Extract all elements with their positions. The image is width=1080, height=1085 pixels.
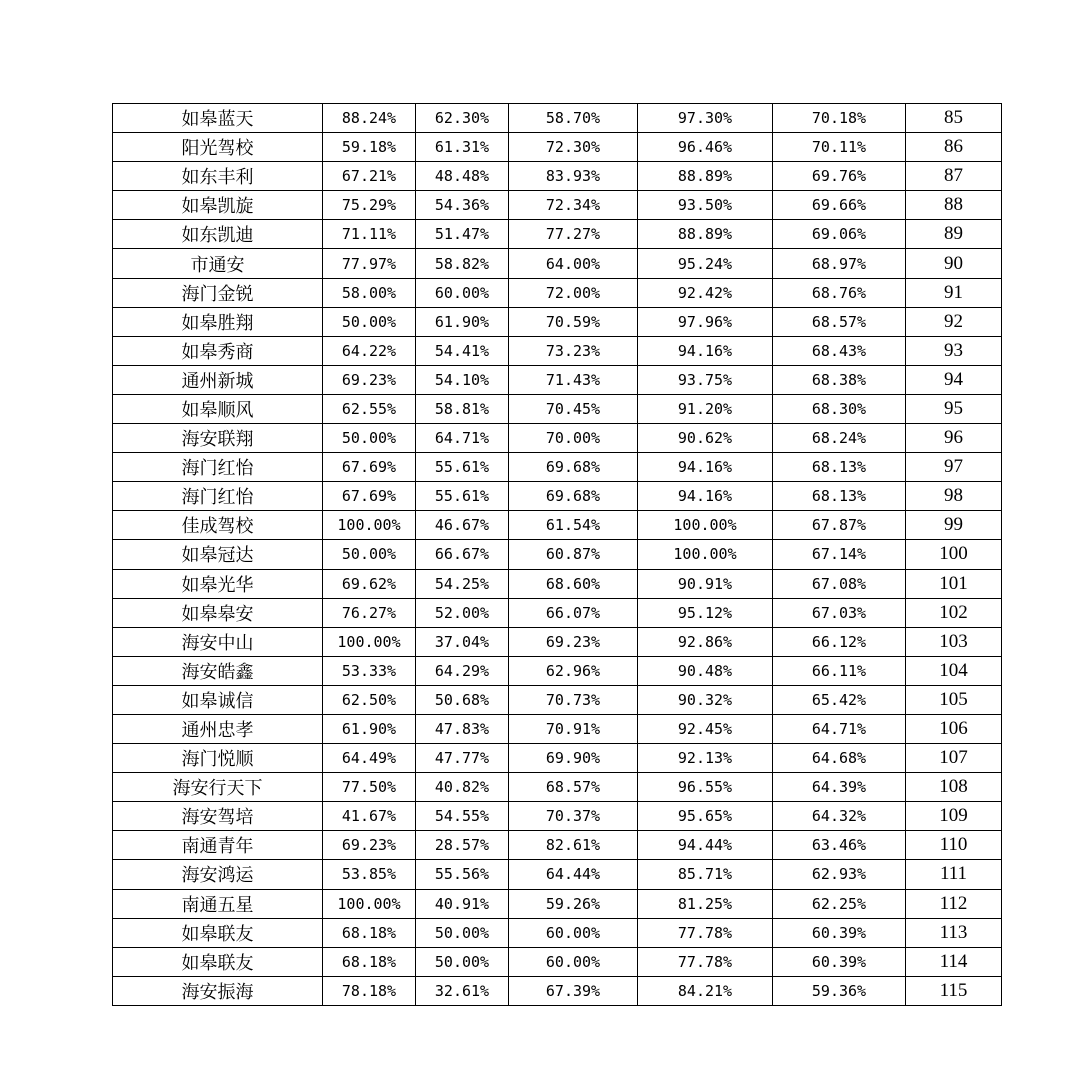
school-name-cell: 海安联翔 bbox=[113, 424, 323, 453]
rate-1-cell: 100.00% bbox=[323, 511, 416, 540]
rate-4-cell: 84.21% bbox=[638, 976, 773, 1005]
school-name-cell: 海安行天下 bbox=[113, 773, 323, 802]
rank-cell: 104 bbox=[906, 656, 1002, 685]
rate-1-cell: 78.18% bbox=[323, 976, 416, 1005]
rate-2-cell: 54.25% bbox=[416, 569, 509, 598]
rank-cell: 90 bbox=[906, 249, 1002, 278]
rate-3-cell: 70.59% bbox=[509, 307, 638, 336]
overall-rate-cell: 68.13% bbox=[773, 453, 906, 482]
table-row bbox=[113, 482, 1002, 511]
rank-cell: 98 bbox=[906, 482, 1002, 511]
rate-4-cell: 93.50% bbox=[638, 191, 773, 220]
table-row bbox=[113, 133, 1002, 162]
table-row bbox=[113, 162, 1002, 191]
rate-3-cell: 64.44% bbox=[509, 860, 638, 889]
rate-2-cell: 52.00% bbox=[416, 598, 509, 627]
overall-rate-cell: 65.42% bbox=[773, 685, 906, 714]
school-name-cell: 如东凯迪 bbox=[113, 220, 323, 249]
rate-2-cell: 58.81% bbox=[416, 394, 509, 423]
rate-3-cell: 61.54% bbox=[509, 511, 638, 540]
rate-3-cell: 60.00% bbox=[509, 918, 638, 947]
school-name-cell: 通州忠孝 bbox=[113, 714, 323, 743]
rate-3-cell: 69.23% bbox=[509, 627, 638, 656]
table-row bbox=[113, 889, 1002, 918]
rate-4-cell: 81.25% bbox=[638, 889, 773, 918]
overall-rate-cell: 68.76% bbox=[773, 278, 906, 307]
rank-cell: 87 bbox=[906, 162, 1002, 191]
rate-1-cell: 100.00% bbox=[323, 627, 416, 656]
rate-1-cell: 68.18% bbox=[323, 918, 416, 947]
table-row bbox=[113, 860, 1002, 889]
rate-3-cell: 70.00% bbox=[509, 424, 638, 453]
overall-rate-cell: 70.18% bbox=[773, 104, 906, 133]
rate-3-cell: 72.34% bbox=[509, 191, 638, 220]
school-name-cell: 如皋秀商 bbox=[113, 336, 323, 365]
rate-3-cell: 59.26% bbox=[509, 889, 638, 918]
rank-cell: 85 bbox=[906, 104, 1002, 133]
table-row bbox=[113, 569, 1002, 598]
rate-1-cell: 68.18% bbox=[323, 947, 416, 976]
rate-2-cell: 48.48% bbox=[416, 162, 509, 191]
rate-3-cell: 70.37% bbox=[509, 802, 638, 831]
table-row bbox=[113, 540, 1002, 569]
rate-4-cell: 85.71% bbox=[638, 860, 773, 889]
rate-4-cell: 77.78% bbox=[638, 918, 773, 947]
rank-cell: 89 bbox=[906, 220, 1002, 249]
rate-1-cell: 67.21% bbox=[323, 162, 416, 191]
rate-3-cell: 73.23% bbox=[509, 336, 638, 365]
rate-1-cell: 69.62% bbox=[323, 569, 416, 598]
rank-cell: 114 bbox=[906, 947, 1002, 976]
overall-rate-cell: 69.66% bbox=[773, 191, 906, 220]
table-row bbox=[113, 249, 1002, 278]
rate-2-cell: 40.91% bbox=[416, 889, 509, 918]
table-row bbox=[113, 744, 1002, 773]
rate-1-cell: 69.23% bbox=[323, 365, 416, 394]
rate-1-cell: 53.85% bbox=[323, 860, 416, 889]
rank-cell: 101 bbox=[906, 569, 1002, 598]
table-row bbox=[113, 773, 1002, 802]
rate-1-cell: 64.22% bbox=[323, 336, 416, 365]
table-row bbox=[113, 278, 1002, 307]
overall-rate-cell: 67.87% bbox=[773, 511, 906, 540]
school-name-cell: 如皋蓝天 bbox=[113, 104, 323, 133]
table-row bbox=[113, 394, 1002, 423]
overall-rate-cell: 64.32% bbox=[773, 802, 906, 831]
rate-4-cell: 90.91% bbox=[638, 569, 773, 598]
rate-3-cell: 72.00% bbox=[509, 278, 638, 307]
rate-1-cell: 75.29% bbox=[323, 191, 416, 220]
rate-1-cell: 71.11% bbox=[323, 220, 416, 249]
table-row bbox=[113, 802, 1002, 831]
table-row bbox=[113, 424, 1002, 453]
rate-3-cell: 68.57% bbox=[509, 773, 638, 802]
school-name-cell: 如皋光华 bbox=[113, 569, 323, 598]
rate-2-cell: 46.67% bbox=[416, 511, 509, 540]
rate-2-cell: 54.36% bbox=[416, 191, 509, 220]
rate-4-cell: 91.20% bbox=[638, 394, 773, 423]
school-name-cell: 阳光驾校 bbox=[113, 133, 323, 162]
rank-cell: 96 bbox=[906, 424, 1002, 453]
rate-3-cell: 70.91% bbox=[509, 714, 638, 743]
rate-2-cell: 55.61% bbox=[416, 453, 509, 482]
overall-rate-cell: 68.24% bbox=[773, 424, 906, 453]
rank-cell: 100 bbox=[906, 540, 1002, 569]
rate-1-cell: 67.69% bbox=[323, 482, 416, 511]
rate-4-cell: 94.16% bbox=[638, 482, 773, 511]
rank-cell: 93 bbox=[906, 336, 1002, 365]
school-name-cell: 海门红怡 bbox=[113, 482, 323, 511]
rate-3-cell: 58.70% bbox=[509, 104, 638, 133]
overall-rate-cell: 70.11% bbox=[773, 133, 906, 162]
table-row bbox=[113, 918, 1002, 947]
table-row bbox=[113, 685, 1002, 714]
overall-rate-cell: 67.08% bbox=[773, 569, 906, 598]
school-name-cell: 佳成驾校 bbox=[113, 511, 323, 540]
rate-2-cell: 66.67% bbox=[416, 540, 509, 569]
table-row bbox=[113, 365, 1002, 394]
table-row bbox=[113, 511, 1002, 540]
table-row bbox=[113, 656, 1002, 685]
overall-rate-cell: 63.46% bbox=[773, 831, 906, 860]
overall-rate-cell: 66.11% bbox=[773, 656, 906, 685]
rank-cell: 97 bbox=[906, 453, 1002, 482]
rate-1-cell: 53.33% bbox=[323, 656, 416, 685]
rate-1-cell: 76.27% bbox=[323, 598, 416, 627]
rank-cell: 94 bbox=[906, 365, 1002, 394]
rank-cell: 113 bbox=[906, 918, 1002, 947]
rate-1-cell: 59.18% bbox=[323, 133, 416, 162]
rank-cell: 112 bbox=[906, 889, 1002, 918]
rate-4-cell: 95.24% bbox=[638, 249, 773, 278]
overall-rate-cell: 64.71% bbox=[773, 714, 906, 743]
rate-4-cell: 90.48% bbox=[638, 656, 773, 685]
rate-1-cell: 67.69% bbox=[323, 453, 416, 482]
rate-3-cell: 68.60% bbox=[509, 569, 638, 598]
rate-3-cell: 70.45% bbox=[509, 394, 638, 423]
rate-3-cell: 60.87% bbox=[509, 540, 638, 569]
table-row bbox=[113, 307, 1002, 336]
rate-2-cell: 55.61% bbox=[416, 482, 509, 511]
rate-2-cell: 40.82% bbox=[416, 773, 509, 802]
school-name-cell: 海门金锐 bbox=[113, 278, 323, 307]
rate-4-cell: 93.75% bbox=[638, 365, 773, 394]
rate-2-cell: 50.00% bbox=[416, 918, 509, 947]
rate-2-cell: 51.47% bbox=[416, 220, 509, 249]
rate-4-cell: 88.89% bbox=[638, 162, 773, 191]
rate-2-cell: 54.55% bbox=[416, 802, 509, 831]
rate-2-cell: 47.83% bbox=[416, 714, 509, 743]
rate-4-cell: 100.00% bbox=[638, 540, 773, 569]
rate-1-cell: 88.24% bbox=[323, 104, 416, 133]
school-name-cell: 海安中山 bbox=[113, 627, 323, 656]
overall-rate-cell: 68.97% bbox=[773, 249, 906, 278]
rate-3-cell: 71.43% bbox=[509, 365, 638, 394]
rate-4-cell: 95.12% bbox=[638, 598, 773, 627]
rate-2-cell: 54.10% bbox=[416, 365, 509, 394]
ranking-table bbox=[112, 103, 1002, 1006]
rate-3-cell: 69.68% bbox=[509, 482, 638, 511]
rate-2-cell: 32.61% bbox=[416, 976, 509, 1005]
rate-3-cell: 83.93% bbox=[509, 162, 638, 191]
rate-4-cell: 94.16% bbox=[638, 453, 773, 482]
overall-rate-cell: 59.36% bbox=[773, 976, 906, 1005]
rate-2-cell: 54.41% bbox=[416, 336, 509, 365]
overall-rate-cell: 62.25% bbox=[773, 889, 906, 918]
school-name-cell: 海安皓鑫 bbox=[113, 656, 323, 685]
rate-3-cell: 70.73% bbox=[509, 685, 638, 714]
rank-cell: 110 bbox=[906, 831, 1002, 860]
overall-rate-cell: 67.03% bbox=[773, 598, 906, 627]
rate-1-cell: 77.97% bbox=[323, 249, 416, 278]
rate-2-cell: 64.71% bbox=[416, 424, 509, 453]
rate-4-cell: 90.32% bbox=[638, 685, 773, 714]
rate-2-cell: 37.04% bbox=[416, 627, 509, 656]
rate-4-cell: 77.78% bbox=[638, 947, 773, 976]
overall-rate-cell: 66.12% bbox=[773, 627, 906, 656]
school-name-cell: 海门悦顺 bbox=[113, 744, 323, 773]
overall-rate-cell: 60.39% bbox=[773, 947, 906, 976]
table-row bbox=[113, 220, 1002, 249]
overall-rate-cell: 69.06% bbox=[773, 220, 906, 249]
rate-2-cell: 60.00% bbox=[416, 278, 509, 307]
rate-3-cell: 82.61% bbox=[509, 831, 638, 860]
rate-4-cell: 97.96% bbox=[638, 307, 773, 336]
rate-1-cell: 50.00% bbox=[323, 540, 416, 569]
rate-3-cell: 67.39% bbox=[509, 976, 638, 1005]
rate-2-cell: 58.82% bbox=[416, 249, 509, 278]
rank-cell: 86 bbox=[906, 133, 1002, 162]
rate-4-cell: 92.86% bbox=[638, 627, 773, 656]
rate-2-cell: 55.56% bbox=[416, 860, 509, 889]
rate-4-cell: 95.65% bbox=[638, 802, 773, 831]
rate-3-cell: 69.68% bbox=[509, 453, 638, 482]
rank-cell: 99 bbox=[906, 511, 1002, 540]
school-name-cell: 如东丰利 bbox=[113, 162, 323, 191]
rate-1-cell: 62.55% bbox=[323, 394, 416, 423]
rank-cell: 95 bbox=[906, 394, 1002, 423]
table-row bbox=[113, 976, 1002, 1005]
rank-cell: 115 bbox=[906, 976, 1002, 1005]
rate-2-cell: 62.30% bbox=[416, 104, 509, 133]
overall-rate-cell: 62.93% bbox=[773, 860, 906, 889]
table-row bbox=[113, 336, 1002, 365]
overall-rate-cell: 68.38% bbox=[773, 365, 906, 394]
rate-4-cell: 96.55% bbox=[638, 773, 773, 802]
table-row bbox=[113, 598, 1002, 627]
rank-cell: 102 bbox=[906, 598, 1002, 627]
rate-1-cell: 61.90% bbox=[323, 714, 416, 743]
overall-rate-cell: 67.14% bbox=[773, 540, 906, 569]
school-name-cell: 海安鸿运 bbox=[113, 860, 323, 889]
rate-1-cell: 100.00% bbox=[323, 889, 416, 918]
rate-4-cell: 92.13% bbox=[638, 744, 773, 773]
overall-rate-cell: 64.39% bbox=[773, 773, 906, 802]
table-row bbox=[113, 831, 1002, 860]
table-body bbox=[113, 104, 1002, 1006]
rank-cell: 106 bbox=[906, 714, 1002, 743]
rank-cell: 105 bbox=[906, 685, 1002, 714]
rate-1-cell: 50.00% bbox=[323, 307, 416, 336]
rank-cell: 111 bbox=[906, 860, 1002, 889]
rate-1-cell: 62.50% bbox=[323, 685, 416, 714]
rate-4-cell: 100.00% bbox=[638, 511, 773, 540]
table-row bbox=[113, 453, 1002, 482]
school-name-cell: 海安驾培 bbox=[113, 802, 323, 831]
school-name-cell: 市通安 bbox=[113, 249, 323, 278]
overall-rate-cell: 68.13% bbox=[773, 482, 906, 511]
overall-rate-cell: 69.76% bbox=[773, 162, 906, 191]
school-name-cell: 南通青年 bbox=[113, 831, 323, 860]
table-row bbox=[113, 627, 1002, 656]
school-name-cell: 如皋联友 bbox=[113, 918, 323, 947]
rate-2-cell: 61.31% bbox=[416, 133, 509, 162]
ranking-table-container bbox=[112, 103, 1001, 1006]
overall-rate-cell: 68.30% bbox=[773, 394, 906, 423]
school-name-cell: 如皋诚信 bbox=[113, 685, 323, 714]
rank-cell: 108 bbox=[906, 773, 1002, 802]
school-name-cell: 海安振海 bbox=[113, 976, 323, 1005]
rate-3-cell: 77.27% bbox=[509, 220, 638, 249]
rate-1-cell: 64.49% bbox=[323, 744, 416, 773]
rate-4-cell: 94.44% bbox=[638, 831, 773, 860]
rate-4-cell: 97.30% bbox=[638, 104, 773, 133]
rate-3-cell: 60.00% bbox=[509, 947, 638, 976]
rank-cell: 103 bbox=[906, 627, 1002, 656]
rate-4-cell: 88.89% bbox=[638, 220, 773, 249]
overall-rate-cell: 68.57% bbox=[773, 307, 906, 336]
rate-3-cell: 64.00% bbox=[509, 249, 638, 278]
school-name-cell: 通州新城 bbox=[113, 365, 323, 394]
rate-4-cell: 92.45% bbox=[638, 714, 773, 743]
rate-2-cell: 64.29% bbox=[416, 656, 509, 685]
school-name-cell: 南通五星 bbox=[113, 889, 323, 918]
school-name-cell: 海门红怡 bbox=[113, 453, 323, 482]
rank-cell: 88 bbox=[906, 191, 1002, 220]
rank-cell: 92 bbox=[906, 307, 1002, 336]
rate-1-cell: 69.23% bbox=[323, 831, 416, 860]
table-row bbox=[113, 104, 1002, 133]
rate-1-cell: 77.50% bbox=[323, 773, 416, 802]
table-row bbox=[113, 714, 1002, 743]
table-row bbox=[113, 191, 1002, 220]
school-name-cell: 如皋顺风 bbox=[113, 394, 323, 423]
school-name-cell: 如皋冠达 bbox=[113, 540, 323, 569]
rate-2-cell: 50.68% bbox=[416, 685, 509, 714]
rate-1-cell: 58.00% bbox=[323, 278, 416, 307]
rate-1-cell: 50.00% bbox=[323, 424, 416, 453]
table-row bbox=[113, 947, 1002, 976]
rate-2-cell: 50.00% bbox=[416, 947, 509, 976]
rate-4-cell: 90.62% bbox=[638, 424, 773, 453]
rate-4-cell: 94.16% bbox=[638, 336, 773, 365]
rate-4-cell: 92.42% bbox=[638, 278, 773, 307]
school-name-cell: 如皋皋安 bbox=[113, 598, 323, 627]
rank-cell: 107 bbox=[906, 744, 1002, 773]
rank-cell: 109 bbox=[906, 802, 1002, 831]
rate-2-cell: 61.90% bbox=[416, 307, 509, 336]
rate-3-cell: 72.30% bbox=[509, 133, 638, 162]
school-name-cell: 如皋凯旋 bbox=[113, 191, 323, 220]
rank-cell: 91 bbox=[906, 278, 1002, 307]
rate-2-cell: 47.77% bbox=[416, 744, 509, 773]
rate-1-cell: 41.67% bbox=[323, 802, 416, 831]
overall-rate-cell: 68.43% bbox=[773, 336, 906, 365]
school-name-cell: 如皋胜翔 bbox=[113, 307, 323, 336]
school-name-cell: 如皋联友 bbox=[113, 947, 323, 976]
rate-3-cell: 69.90% bbox=[509, 744, 638, 773]
overall-rate-cell: 64.68% bbox=[773, 744, 906, 773]
rate-3-cell: 66.07% bbox=[509, 598, 638, 627]
rate-3-cell: 62.96% bbox=[509, 656, 638, 685]
overall-rate-cell: 60.39% bbox=[773, 918, 906, 947]
rate-2-cell: 28.57% bbox=[416, 831, 509, 860]
rate-4-cell: 96.46% bbox=[638, 133, 773, 162]
